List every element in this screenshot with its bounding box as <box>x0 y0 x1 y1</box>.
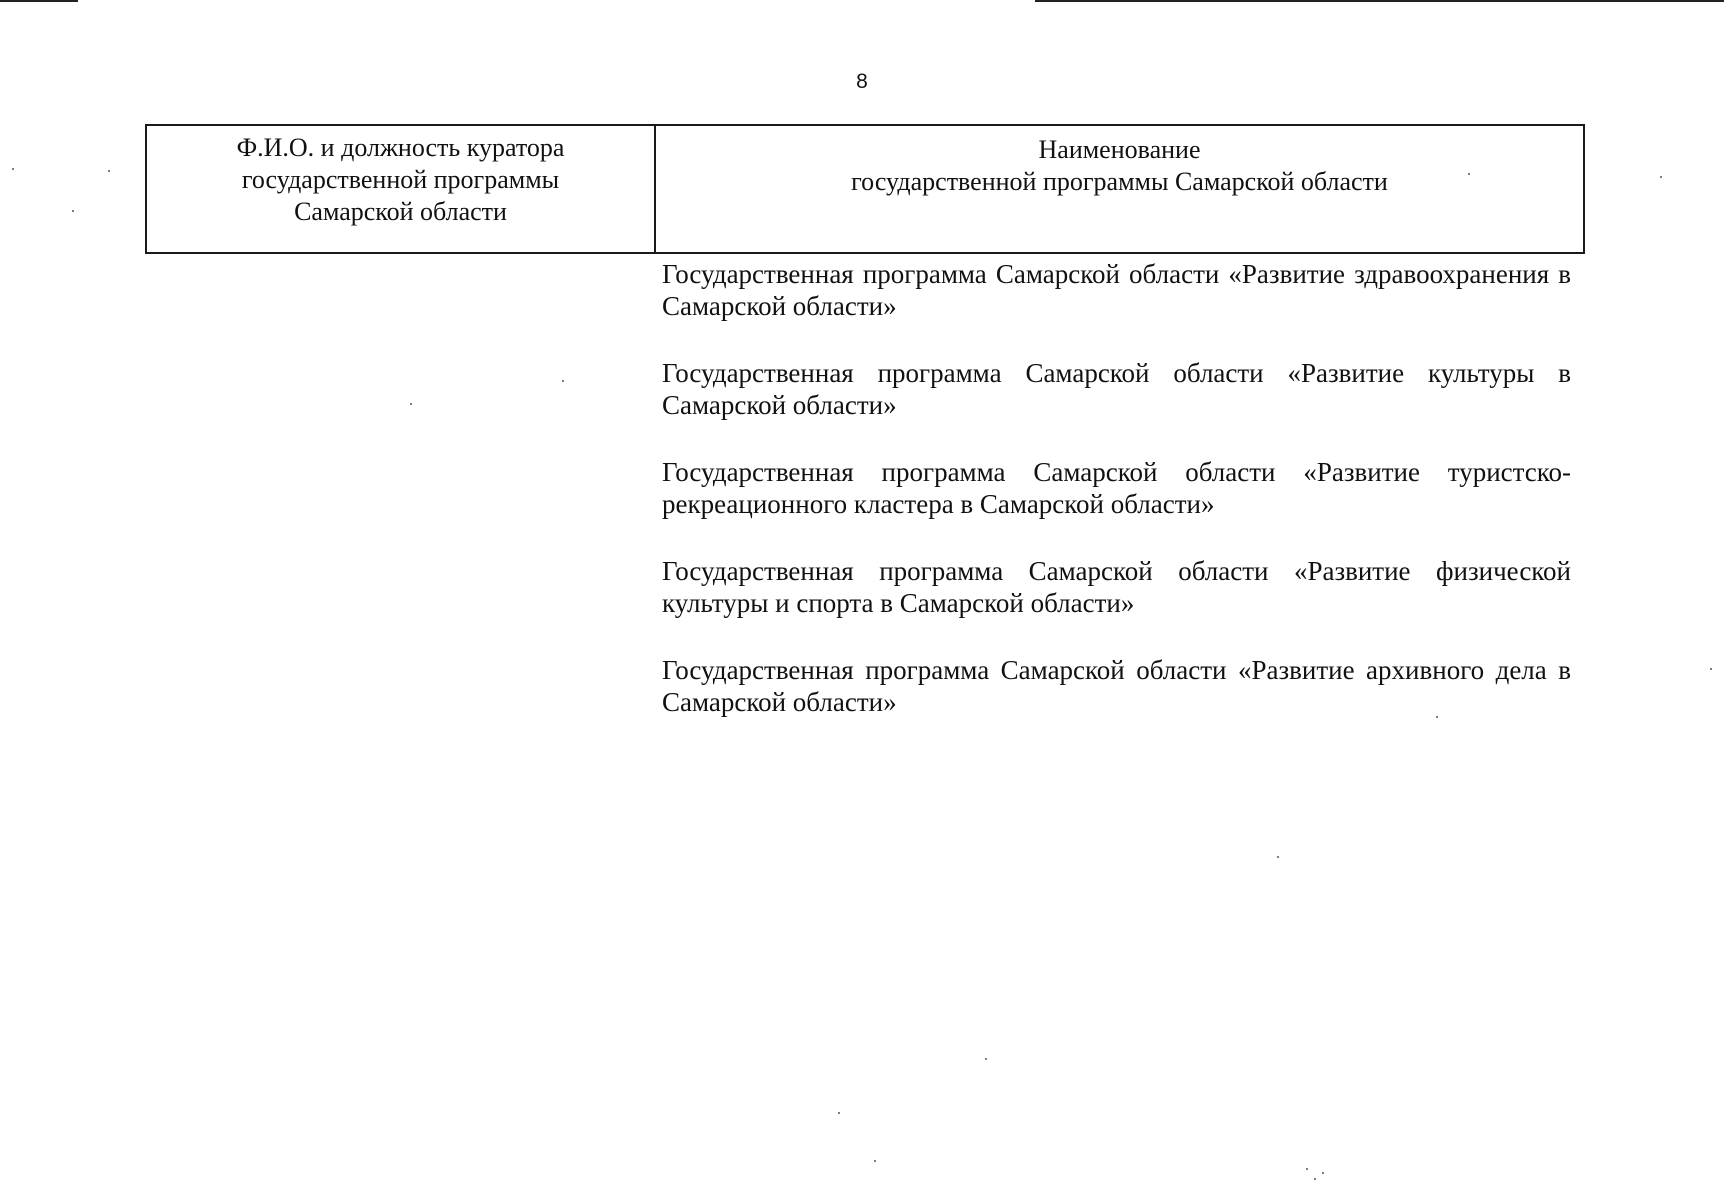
scan-speck <box>1277 856 1279 858</box>
header-curator-line: Самарской области <box>294 197 507 226</box>
scan-speck <box>874 1160 876 1162</box>
scan-speck <box>1436 716 1438 718</box>
table-header <box>145 124 1585 254</box>
header-program-line: Наименование <box>1038 135 1201 164</box>
scan-speck <box>1710 668 1712 670</box>
program-item: Государственная программа Самарской области «Развитие физической культуры и спорта в Самарской области» <box>662 556 1571 618</box>
program-item: Государственная программа Самарской области «Развитие туристско-рекреационного кластера в Самарской области» <box>662 457 1571 519</box>
scan-speck <box>1322 1172 1324 1174</box>
page-number: 8 <box>856 70 868 93</box>
header-cell-program-name <box>656 126 1583 252</box>
program-item: Государственная программа Самарской области «Развитие здравоохранения в Самарской области» <box>662 259 1571 321</box>
scan-speck <box>72 210 74 212</box>
scan-speck <box>12 168 14 170</box>
header-cell-curator <box>147 126 656 252</box>
program-item: Государственная программа Самарской области «Развитие архивного дела в Самарской области» <box>662 655 1571 717</box>
scan-speck <box>562 380 564 382</box>
scan-speck <box>108 170 110 172</box>
header-curator-line: государственной программы <box>241 165 560 194</box>
top-edge-line-left <box>0 0 78 2</box>
scan-speck <box>1660 176 1662 178</box>
scan-speck <box>838 1112 840 1114</box>
program-item: Государственная программа Самарской области «Развитие культуры в Самарской области» <box>662 358 1571 420</box>
scan-speck <box>410 403 412 405</box>
scan-speck <box>1306 1168 1308 1170</box>
scan-speck <box>1468 173 1470 175</box>
scan-speck <box>1314 1178 1316 1180</box>
scan-speck <box>985 1058 987 1060</box>
header-curator-line: Ф.И.О. и должность куратора <box>236 133 565 162</box>
header-program-line: государственной программы Самарской области <box>851 167 1388 196</box>
program-list <box>662 258 1571 753</box>
top-edge-line-right <box>1035 0 1724 2</box>
